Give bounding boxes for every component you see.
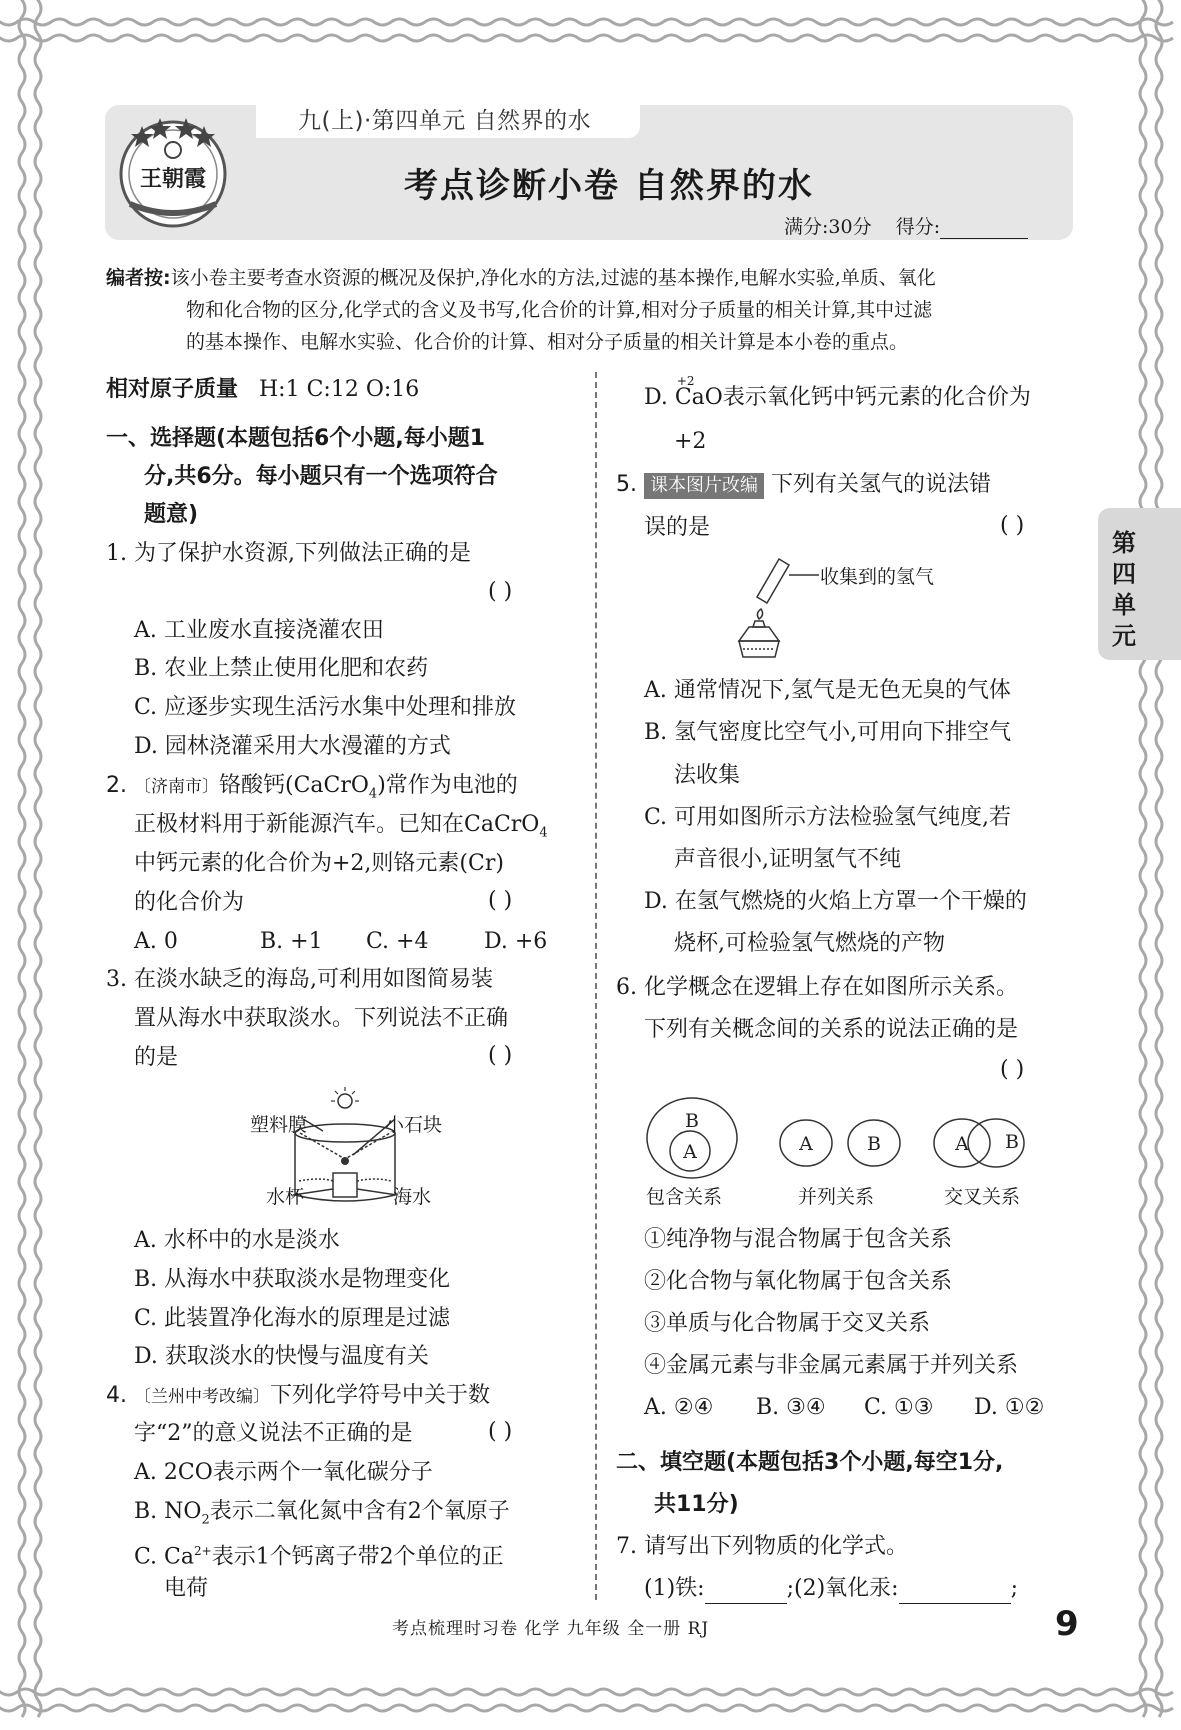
q4-num: 4. bbox=[106, 1383, 127, 1408]
atomic-mass bbox=[106, 375, 419, 405]
q1-option-b: B. 农业上禁止使用化肥和农药 bbox=[134, 656, 429, 681]
q7-stem: 7. 请写出下列物质的化学式。 bbox=[616, 1534, 908, 1559]
editor-note-line2: 物和化合物的区分,化学式的含义及书写,化合价的计算,相对分子质量的相关计算,其中过滤 bbox=[186, 299, 933, 321]
q5-option-d-line2: 烧杯,可检验氢气燃烧的产物 bbox=[674, 931, 945, 956]
q7-part2-label: (2)氧化汞: bbox=[794, 1576, 899, 1601]
q6-option-c: C. ①③ bbox=[864, 1395, 934, 1420]
q7-end: ; bbox=[1010, 1576, 1018, 1601]
q6-answer-paren[interactable]: ( ) bbox=[1000, 1057, 1025, 1082]
page-number: 9 bbox=[1055, 1604, 1079, 1644]
q5-option-c: C. 可用如图所示方法检验氢气纯度,若 bbox=[644, 805, 1012, 830]
q6-statement-2: ②化合物与氧化物属于包含关系 bbox=[644, 1269, 953, 1294]
parallel-label-b: B bbox=[867, 1133, 881, 1155]
q2-option-c: C. +4 bbox=[366, 929, 429, 954]
q1-option-c: C. 应逐步实现生活污水集中处理和排放 bbox=[134, 695, 517, 720]
q5-option-d: D. 在氢气燃烧的火焰上方罩一个干燥的 bbox=[644, 889, 1027, 914]
q3-fig-stone: 小石块 bbox=[385, 1114, 443, 1136]
q4-option-c-sup: 2+ bbox=[193, 1544, 212, 1558]
q3-line2: 置从海水中获取淡水。下列说法不正确 bbox=[134, 1006, 509, 1031]
q5-text: 下列有关氢气的说法错 bbox=[771, 472, 992, 497]
q2-num: 2. bbox=[106, 773, 127, 798]
q2-line2-sub: 4 bbox=[539, 825, 548, 841]
editor-note bbox=[106, 262, 1076, 358]
q2-line1 bbox=[106, 771, 518, 809]
q2-sub: 4 bbox=[368, 786, 378, 802]
q3-option-c: C. 此装置净化海水的原理是过滤 bbox=[134, 1306, 451, 1331]
q4-source: 〔兰州中考改编〕 bbox=[134, 1387, 270, 1407]
q1-option-d: D. 园林浇灌采用大水漫灌的方式 bbox=[134, 734, 451, 759]
editor-note-line1: 该小卷主要考查水资源的概况及保护,净化水的方法,过滤的基本操作,电解水实验,单质、氧化 bbox=[170, 267, 936, 289]
contain-label-b: B bbox=[685, 1110, 699, 1132]
parallel-label-a: A bbox=[799, 1133, 813, 1155]
q4-option-a: A. 2CO表示两个一氧化碳分子 bbox=[134, 1460, 433, 1485]
q5-fig-label: 收集到的氢气 bbox=[820, 566, 935, 588]
unit-side-tab-label: 第四单元 bbox=[1112, 529, 1136, 650]
q6-statement-3: ③单质与化合物属于交叉关系 bbox=[644, 1311, 931, 1336]
section1-title-3: 题意) bbox=[144, 502, 199, 527]
q4-option-d bbox=[644, 374, 1031, 413]
column-divider bbox=[595, 372, 597, 1600]
q5-num: 5. bbox=[616, 472, 637, 497]
q6-statement-4: ④金属元素与非金属元素属于并列关系 bbox=[644, 1353, 1019, 1378]
editor-note-line3: 的基本操作、电解水实验、化合价的计算、相对分子质量的相关计算是本小卷的重点。 bbox=[186, 331, 909, 353]
q6-fig-contain: 包含关系 bbox=[646, 1186, 723, 1208]
q5-answer-paren[interactable]: ( ) bbox=[1000, 513, 1025, 538]
q4-option-d-line2: +2 bbox=[674, 429, 707, 454]
q3-answer-paren[interactable]: ( ) bbox=[488, 1043, 513, 1068]
q4-answer-paren[interactable]: ( ) bbox=[488, 1419, 513, 1444]
q2-option-b: B. +1 bbox=[260, 929, 323, 954]
q7-separator: ; bbox=[786, 1576, 794, 1601]
q6-fig-cross: 交叉关系 bbox=[944, 1186, 1021, 1208]
q3-line3: 的是 bbox=[134, 1045, 179, 1070]
q6-option-d: D. ①② bbox=[974, 1395, 1045, 1420]
section1-title-1: 一、选择题(本题包括6个小题,每小题1 bbox=[106, 426, 486, 451]
q3-line1: 3. 在淡水缺乏的海岛,可利用如图简易装 bbox=[106, 967, 493, 992]
footer-text: 考点梳理时习卷 化学 九年级 全一册 RJ bbox=[392, 1619, 710, 1639]
q2-text-b: )常作为电池的 bbox=[377, 773, 518, 798]
section2-title-2: 共11分) bbox=[654, 1492, 739, 1517]
score-label: 得分: bbox=[895, 216, 941, 238]
publisher-logo bbox=[112, 112, 234, 232]
q4-option-c-a: C. Ca bbox=[134, 1544, 194, 1570]
q7-part2-input[interactable] bbox=[899, 1583, 1011, 1604]
q4-option-b-sub: 2 bbox=[201, 1512, 210, 1528]
q2-line4: 的化合价为 bbox=[134, 890, 245, 915]
cross-label-b: B bbox=[1005, 1131, 1019, 1153]
q7-line1 bbox=[644, 1574, 1018, 1604]
cross-label-a: A bbox=[955, 1133, 969, 1155]
q1-stem: 1. 为了保护水资源,下列做法正确的是 bbox=[106, 541, 471, 566]
q5-option-c-line2: 声音很小,证明氢气不纯 bbox=[674, 847, 901, 872]
stone-icon bbox=[341, 1157, 349, 1165]
q2-text-a: 铬酸钙(CaCrO bbox=[219, 773, 369, 798]
q3-option-d: D. 获取淡水的快慢与温度有关 bbox=[134, 1344, 429, 1369]
q5-option-a: A. 通常情况下,氢气是无色无臭的气体 bbox=[644, 678, 1011, 703]
q5-fig-pointer bbox=[789, 570, 819, 580]
q3-option-a: A. 水杯中的水是淡水 bbox=[134, 1228, 340, 1253]
q6-line2: 下列有关概念间的关系的说法正确的是 bbox=[644, 1017, 1019, 1042]
q3-fig-film: 塑料膜 bbox=[250, 1114, 308, 1136]
atomic-mass-values: H:1 C:12 O:16 bbox=[259, 377, 420, 402]
q2-line2-text: 正极材料用于新能源汽车。已知在CaCrO bbox=[134, 812, 540, 837]
section2-title-1: 二、填空题(本题包括3个小题,每空1分, bbox=[616, 1450, 1004, 1475]
q6-fig-parallel: 并列关系 bbox=[798, 1186, 875, 1208]
q6-statement-1: ①纯净物与混合物属于包含关系 bbox=[644, 1227, 953, 1252]
q4-option-b bbox=[134, 1497, 510, 1535]
q5-option-b-line2: 法收集 bbox=[674, 763, 741, 788]
q4-line2: 字“2”的意义说法不正确的是 bbox=[134, 1421, 413, 1446]
q4-option-d-a: D. bbox=[644, 385, 675, 410]
logo-text: 王朝霞 bbox=[139, 166, 207, 192]
q3-fig-sea: 海水 bbox=[393, 1186, 432, 1208]
q4-option-b-a: B. NO bbox=[134, 1499, 202, 1524]
q7-part1-label: (1)铁: bbox=[644, 1576, 705, 1601]
q3-fig-cup: 水杯 bbox=[266, 1186, 305, 1208]
q4-option-d-sup: +2 bbox=[676, 374, 695, 388]
q4-option-c-line2: 电荷 bbox=[164, 1576, 209, 1601]
q6-option-a: A. ②④ bbox=[644, 1395, 714, 1420]
q2-option-a: A. 0 bbox=[134, 929, 178, 954]
q4-option-c bbox=[134, 1536, 504, 1572]
q1-option-a: A. 工业废水直接浇灌农田 bbox=[134, 618, 384, 643]
score-box bbox=[784, 212, 1028, 239]
unit-title: 九(上)·第四单元 自然界的水 bbox=[298, 108, 592, 134]
q4-option-b-b: 表示二氧化氮中含有2个氧原子 bbox=[209, 1499, 510, 1524]
q5-line2: 误的是 bbox=[644, 515, 711, 540]
q1-answer-paren[interactable]: ( ) bbox=[488, 579, 513, 604]
q2-option-d: D. +6 bbox=[484, 929, 548, 954]
q2-source: 〔济南市〕 bbox=[134, 777, 219, 797]
q7-part1-input[interactable] bbox=[705, 1583, 787, 1604]
q2-line3: 中钙元素的化合价为+2,则铬元素(Cr) bbox=[134, 851, 504, 876]
section1-title-2: 分,共6分。每小题只有一个选项符合 bbox=[144, 464, 498, 489]
q4-text: 下列化学符号中关于数 bbox=[270, 1383, 491, 1408]
score-input[interactable] bbox=[940, 220, 1028, 239]
q2-line2 bbox=[134, 810, 548, 848]
contain-label-a: A bbox=[683, 1141, 697, 1163]
full-score: 满分:30分 bbox=[784, 216, 872, 238]
paper-title: 考点诊断小卷 自然界的水 bbox=[404, 166, 814, 206]
q5-option-b: B. 氢气密度比空气小,可用向下排空气 bbox=[644, 720, 1012, 745]
atomic-mass-label: 相对原子质量 bbox=[106, 377, 239, 402]
q6-line1: 6. 化学概念在逻辑上存在如图所示关系。 bbox=[616, 975, 1018, 1000]
q5-tag: 课本图片改编 bbox=[644, 473, 764, 499]
q4-line1 bbox=[106, 1381, 490, 1412]
q3-option-b: B. 从海水中获取淡水是物理变化 bbox=[134, 1267, 451, 1292]
q5-line1 bbox=[616, 470, 991, 500]
q6-option-b: B. ③④ bbox=[756, 1395, 826, 1420]
q2-answer-paren[interactable]: ( ) bbox=[488, 888, 513, 913]
q4-option-c-b: 表示1个钙离子带2个单位的正 bbox=[211, 1544, 504, 1570]
q4-option-d-b: CaO表示氧化钙中钙元素的化合价为 bbox=[674, 385, 1031, 410]
editor-note-label: 编者按: bbox=[106, 267, 171, 289]
